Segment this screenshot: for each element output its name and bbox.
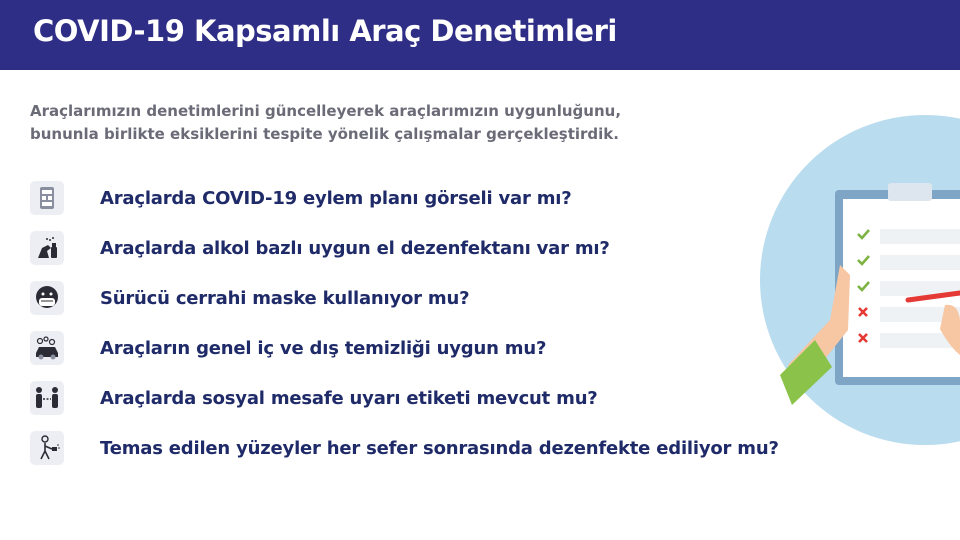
- intro-line-2: bununla birlikte eksiklerini tespite yönelik çalışmalar gerçekleştirdik.: [30, 125, 619, 143]
- inspection-checklist: [30, 180, 779, 480]
- clipboard-illustration: [760, 115, 960, 445]
- hand-sanitizer-icon: [30, 231, 64, 265]
- list-item: [30, 430, 779, 466]
- header-bar: [0, 0, 960, 70]
- item-label: Araçlarda sosyal mesafe uyarı etiketi mevcut mu?: [100, 387, 598, 409]
- page-title: COVID-19 Kapsamlı Araç Denetimleri: [33, 14, 617, 48]
- list-item: [30, 180, 779, 216]
- item-label: Temas edilen yüzeyler her sefer sonrasında dezenfekte ediliyor mu?: [100, 437, 779, 459]
- vehicle-poster-icon: [30, 181, 64, 215]
- intro-line-1: Araçlarımızın denetimlerini güncelleyerek araçlarımızın uygunluğunu,: [30, 102, 622, 120]
- item-label: Araçlarda COVID-19 eylem planı görseli var mı?: [100, 187, 572, 209]
- item-label: Araçların genel iç ve dış temizliği uygun mu?: [100, 337, 547, 359]
- intro-text: [30, 100, 690, 146]
- disinfect-spray-icon: [30, 431, 64, 465]
- list-item: [30, 230, 779, 266]
- social-distance-icon: [30, 381, 64, 415]
- item-label: Araçlarda alkol bazlı uygun el dezenfektanı var mı?: [100, 237, 610, 259]
- car-wash-icon: [30, 331, 64, 365]
- list-item: [30, 380, 779, 416]
- list-item: [30, 280, 779, 316]
- face-mask-icon: [30, 281, 64, 315]
- list-item: [30, 330, 779, 366]
- item-label: Sürücü cerrahi maske kullanıyor mu?: [100, 287, 470, 309]
